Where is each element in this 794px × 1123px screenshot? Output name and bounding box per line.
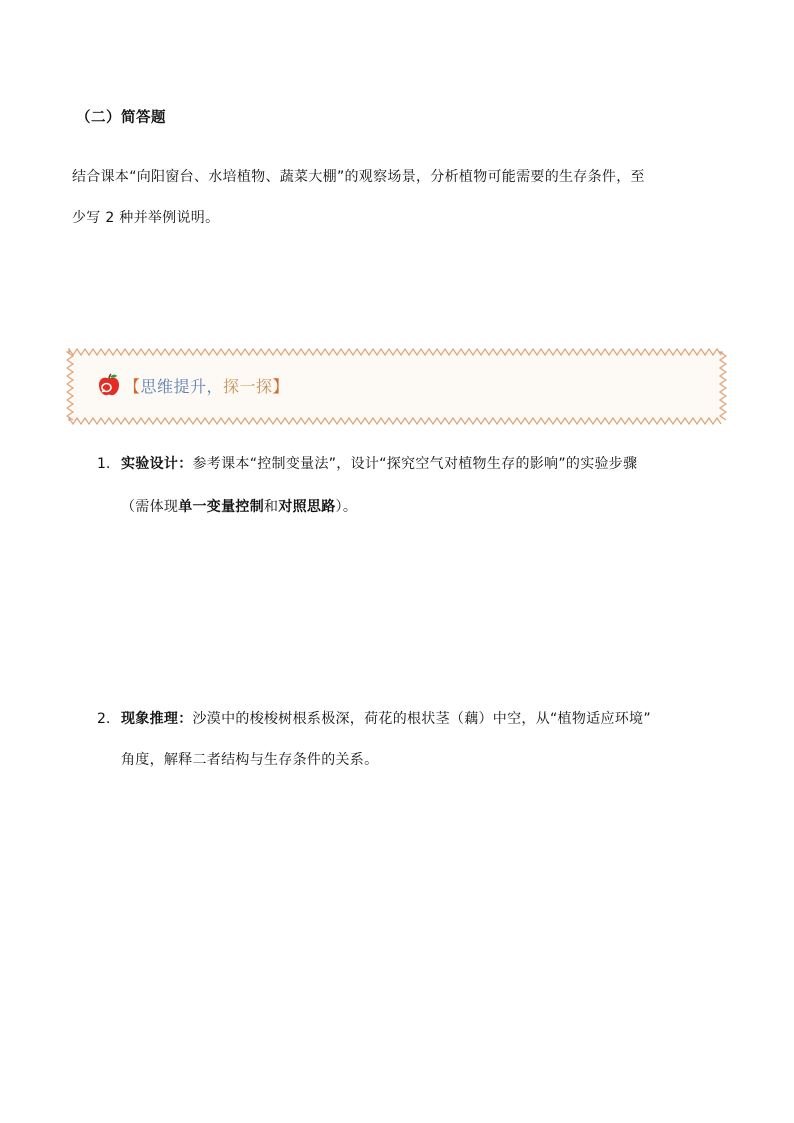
question-1-label: 实验设计： — [121, 456, 193, 472]
question-1-text: 参考课本“控制变量法”，设计“探究空气对植物生存的影响”的实验步骤 — [192, 456, 638, 472]
bracket-right: 】 — [272, 376, 290, 396]
bracket-left: 【 — [124, 376, 141, 396]
question-2-line-2: 角度，解释二者结构与生存条件的关系。 — [121, 752, 379, 768]
question-1-line-2 — [121, 497, 357, 517]
banner-title — [96, 372, 289, 398]
question-1-bold-2: 对照思路 — [278, 499, 336, 515]
question-2-line-1 — [121, 709, 651, 729]
question-1-line-1 — [121, 454, 637, 474]
question-1-number: 1. — [97, 456, 111, 472]
banner-title-part-b: 探一探 — [223, 376, 273, 396]
banner-title-part-a: 思维提升， — [140, 376, 224, 396]
section-heading: （二）简答题 — [76, 110, 166, 126]
question-2-label: 现象推理： — [121, 711, 193, 727]
apple-icon — [96, 372, 122, 398]
question-text-line-2: 少写 2 种并举例说明。 — [72, 210, 220, 226]
question-2-text: 沙漠中的梭梭树根系极深，荷花的根状茎（藕）中空，从“植物适应环境” — [192, 711, 651, 727]
question-2-number: 2. — [97, 711, 111, 727]
question-1-bold-1: 单一变量控制 — [178, 499, 265, 515]
question-1-line2-mid: 和 — [264, 499, 279, 515]
question-1-line2-post: ）。 — [335, 499, 358, 515]
question-1-line2-pre: （需体现 — [121, 499, 179, 515]
question-text-line-1: 结合课本“向阳窗台、水培植物、蔬菜大棚”的观察场景，分析植物可能需要的生存条件，至 — [72, 169, 645, 185]
